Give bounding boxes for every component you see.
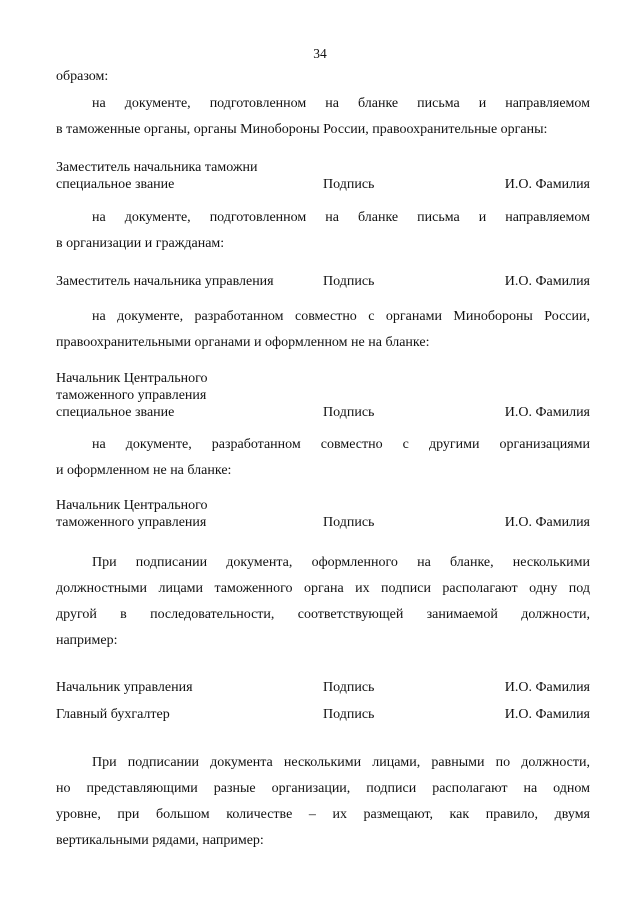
text-line: При подписании документа, оформленного на бланке, несколькими: [92, 555, 590, 570]
signature-placeholder: Подпись: [323, 405, 375, 420]
signature-name: И.О. Фамилия: [504, 405, 590, 420]
signature-title: Заместитель начальника таможни: [56, 160, 258, 175]
signature-title: Главный бухгалтер: [56, 707, 170, 722]
paragraph-continuation: [56, 64, 590, 90]
signature-block-head-central-customs-2: [56, 497, 590, 531]
text-line: и оформленном не на бланке:: [56, 463, 232, 478]
signature-name: И.О. Фамилия: [504, 274, 590, 289]
text-line: на документе, разработанном совместно с другими организациями: [92, 437, 590, 452]
signature-title: специальное звание: [56, 177, 175, 192]
signature-block-chief-accountant: [56, 706, 590, 723]
text-line: на документе, подготовленном на бланке письма и направляемом: [92, 210, 590, 225]
signature-title: таможенного управления: [56, 515, 207, 530]
signature-block-deputy-head-department: [56, 273, 590, 290]
text-line: в организации и гражданам:: [56, 236, 225, 251]
text-line: в таможенные органы, органы Минобороны России, правоохранительные органы:: [56, 122, 548, 137]
signature-placeholder: Подпись: [323, 680, 375, 695]
signature-placeholder: Подпись: [323, 177, 375, 192]
paragraph-customs-bodies: [56, 91, 590, 143]
signature-placeholder: Подпись: [323, 515, 375, 530]
text-line: другой в последовательности, соответствующей занимаемой должности,: [56, 607, 590, 622]
signature-name: И.О. Фамилия: [504, 680, 590, 695]
signature-placeholder: Подпись: [323, 707, 375, 722]
text-line: но представляющими разные организации, подписи располагают на одном: [56, 781, 590, 796]
signature-block-deputy-head-customs: [56, 159, 590, 193]
signature-title: Заместитель начальника управления: [56, 274, 274, 289]
signature-name: И.О. Фамилия: [504, 707, 590, 722]
signature-name: И.О. Фамилия: [504, 177, 590, 192]
paragraph-equal-signatures: [56, 750, 590, 854]
signature-title: Начальник управления: [56, 680, 193, 695]
signature-name: И.О. Фамилия: [504, 515, 590, 530]
text-line: вертикальными рядами, например:: [56, 833, 264, 848]
signature-placeholder: Подпись: [323, 274, 375, 289]
text-line: образом:: [56, 69, 109, 84]
text-line: уровне, при большом количестве – их размещают, как правило, двумя: [56, 807, 590, 822]
paragraph-multiple-signatures: [56, 550, 590, 654]
paragraph-joint-ministry: [56, 304, 590, 356]
paragraph-organizations: [56, 205, 590, 257]
text-line: например:: [56, 633, 118, 648]
text-line: должностными лицами таможенного органа их подписи располагают одну под: [56, 581, 590, 596]
page-number: 34: [313, 46, 327, 61]
signature-block-head-central-customs: [56, 370, 590, 421]
signature-title: специальное звание: [56, 405, 175, 420]
signature-block-head-department: [56, 679, 590, 696]
text-line: на документе, разработанном совместно с органами Минобороны России,: [92, 309, 590, 324]
signature-title: Начальник Центрального: [56, 371, 208, 386]
text-line: на документе, подготовленном на бланке письма и направляемом: [92, 96, 590, 111]
signature-title: Начальник Центрального: [56, 498, 208, 513]
text-line: При подписании документа несколькими лицами, равными по должности,: [92, 755, 590, 770]
signature-title: таможенного управления: [56, 388, 207, 403]
paragraph-joint-organizations: [56, 432, 590, 484]
text-line: правоохранительными органами и оформленном не на бланке:: [56, 335, 430, 350]
